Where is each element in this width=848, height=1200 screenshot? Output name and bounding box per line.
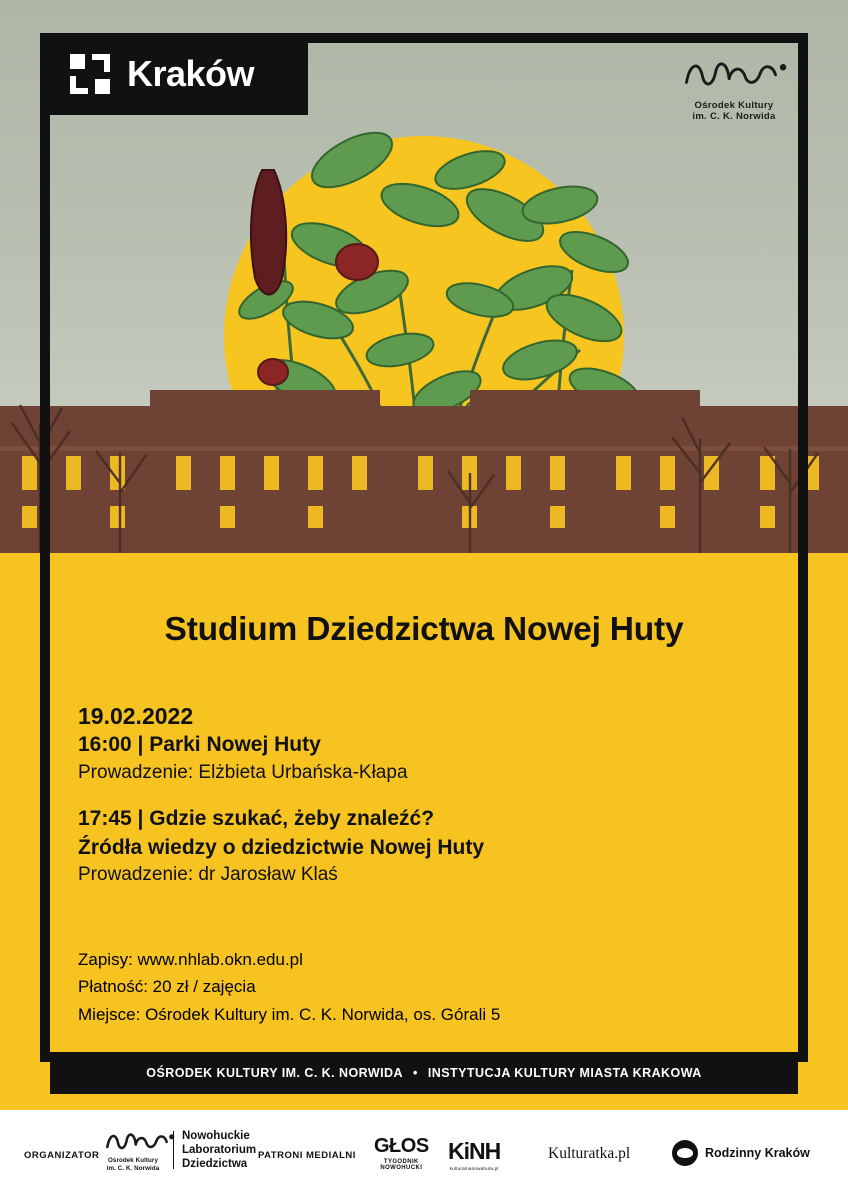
session-1-heading: 16:00 | Parki Nowej Huty [78,733,321,757]
glos-tygodnik-nowohucki-logo [374,1136,429,1171]
page-title: Studium Dziedzictwa Nowej Huty [164,611,684,648]
glos-line2: TYGODNIK [383,1159,419,1165]
nlab-name-line3: Dziedzictwa [182,1158,248,1171]
kinh-line1: KiNH [448,1138,501,1164]
kulturatka-line2: .pl [614,1145,631,1162]
event-date: 19.02.2022 [78,702,194,729]
session-1-lead: Prowadzenie: Elżbieta Urbańska-Kłapa [78,761,408,783]
session-2-lead: Prowadzenie: dr Jarosław Klaś [78,863,338,885]
krakow-logo-label: Kraków [127,53,255,94]
nlab-name-line1: Nowohuckie [182,1130,250,1143]
nlab-name [182,1129,256,1171]
rodzinny-krakow-label: Rodzinny Kraków [705,1146,810,1160]
organizator-label: ORGANIZATOR [24,1150,100,1161]
program-block [78,701,770,888]
nlab-sign-line2: im. C. K. Norwida [106,1164,160,1172]
norwid-logo-line2: im. C. K. Norwida [692,111,776,122]
kulturatka-logo [548,1146,630,1162]
info-block [78,946,770,1029]
kinh-line2: kulturalnanowahuta.pl [449,1166,499,1171]
kinh-logo [448,1140,500,1171]
footer-right-text: INSTYTUCJA KULTURY MIASTA KRAKOWA [427,1066,702,1080]
footer-left-text: OŚRODEK KULTURY IM. C. K. NORWIDA [146,1066,404,1080]
krakow-logo [40,33,308,115]
norwid-logo [676,54,792,122]
info-signup: Zapisy: www.nhlab.okn.edu.pl [78,949,303,969]
nlab-signature [101,1128,165,1173]
session-2-heading-line2: Źródła wiedzy o dziedzictwie Nowej Huty [78,835,485,859]
nlab-sign-line1: Ośrodek Kultury [108,1157,158,1164]
norwid-signature-icon [101,1128,177,1152]
rodzinny-krakow-logo [672,1140,810,1166]
info-location: Miejsce: Ośrodek Kultury im. C. K. Norwida, os. Górali 5 [78,1004,501,1024]
poster-content [50,553,798,1024]
bare-trees [0,353,848,553]
partners-strip [0,1110,848,1200]
krakow-crest-icon [70,54,110,94]
session-2-heading-line1: 17:45 | Gdzie szukać, żeby znaleźć? [78,807,435,831]
patroni-medialni-label: PATRONI MEDIALNI [258,1150,356,1161]
nowohuckie-laboratorium-logo [101,1128,256,1173]
kulturatka-line1: Kulturatka [548,1145,615,1162]
norwid-signature-icon [677,54,791,90]
rodzinny-krakow-icon [672,1140,698,1166]
footer-separator: • [413,1066,418,1080]
info-payment: Płatność: 20 zł / zajęcia [78,977,256,997]
nlab-name-line2: Laboratorium [182,1144,257,1157]
glos-line1: GŁOS [374,1135,429,1157]
footer-bar [50,1052,798,1094]
glos-line3: NOWOHUCKI [380,1165,423,1171]
nlab-divider [173,1131,174,1169]
norwid-logo-line1: Ośrodek Kultury [694,100,774,111]
